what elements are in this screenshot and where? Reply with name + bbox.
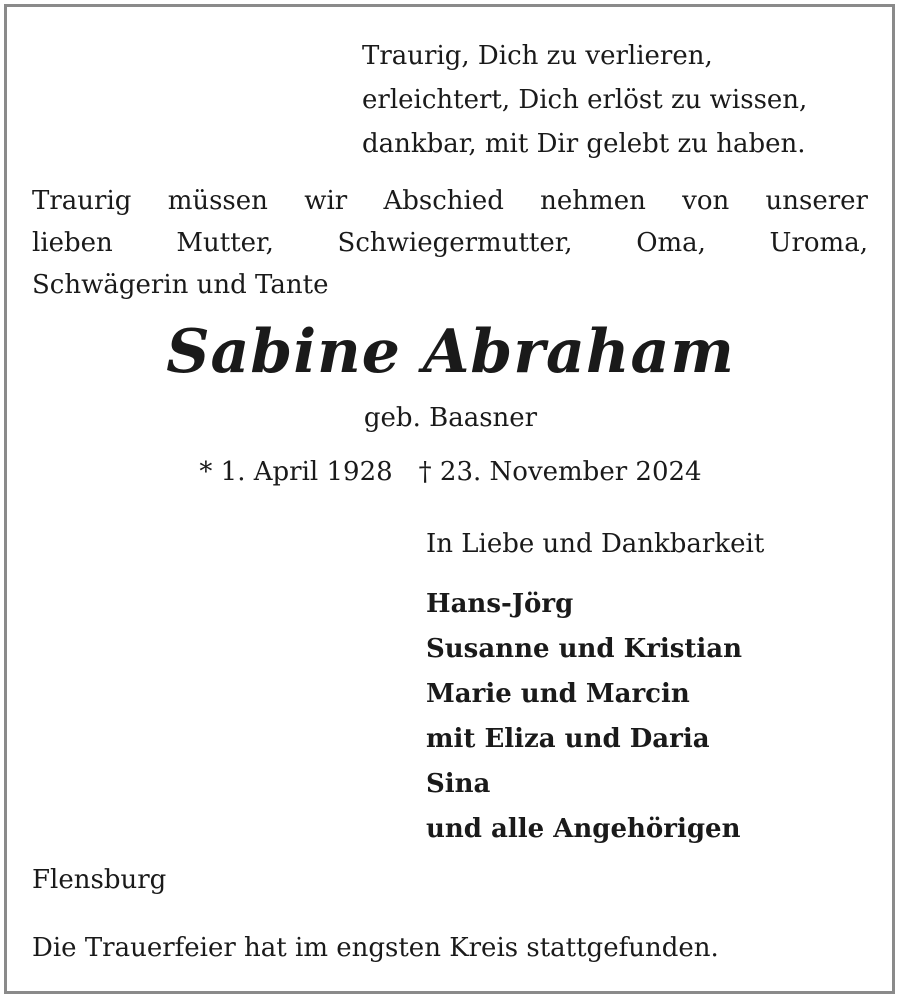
mourner-line: Marie und Marcin — [426, 679, 690, 709]
motto-line: dankbar, mit Dir gelebt zu haben. — [362, 129, 806, 159]
intro-word: Oma, — [636, 228, 706, 258]
intro-line-1 — [32, 180, 868, 222]
birth-date: * 1. April 1928 — [199, 457, 393, 487]
funeral-notice: Die Trauerfeier hat im engsten Kreis stattgefunden. — [32, 933, 719, 963]
intro-word: nehmen — [540, 186, 646, 216]
motto-verse — [362, 34, 807, 166]
place-name: Flensburg — [32, 865, 167, 895]
mourner-line: mit Eliza und Daria — [426, 724, 710, 754]
intro-word: wir — [304, 186, 348, 216]
mourner-line: Sina — [426, 769, 491, 799]
intro-word: von — [682, 186, 730, 216]
intro-word: Uroma, — [769, 228, 868, 258]
mourner-line: und alle Angehörigen — [426, 814, 741, 844]
intro-line-2 — [32, 222, 868, 264]
mourners-list — [426, 582, 742, 852]
intro-word: Abschied — [383, 186, 504, 216]
motto-line: Traurig, Dich zu verlieren, — [362, 41, 713, 71]
deceased-name: Sabine Abraham — [166, 317, 735, 387]
mourner-line: Hans-Jörg — [426, 589, 574, 619]
mourner-line: Susanne und Kristian — [426, 634, 743, 664]
intro-paragraph — [32, 180, 868, 306]
life-dates — [0, 452, 901, 492]
intro-word: müssen — [167, 186, 268, 216]
dedication-text: In Liebe und Dankbarkeit — [426, 529, 765, 559]
intro-word: Mutter, — [176, 228, 274, 258]
motto-line: erleichtert, Dich erlöst zu wissen, — [362, 85, 808, 115]
intro-word: unserer — [765, 186, 868, 216]
birth-name: geb. Baasner — [363, 403, 538, 433]
intro-word: lieben — [32, 228, 113, 258]
death-date: † 23. November 2024 — [418, 457, 702, 487]
intro-word: Schwiegermutter, — [337, 228, 573, 258]
intro-line-3: Schwägerin und Tante — [32, 270, 329, 300]
intro-word: Traurig — [32, 186, 132, 216]
